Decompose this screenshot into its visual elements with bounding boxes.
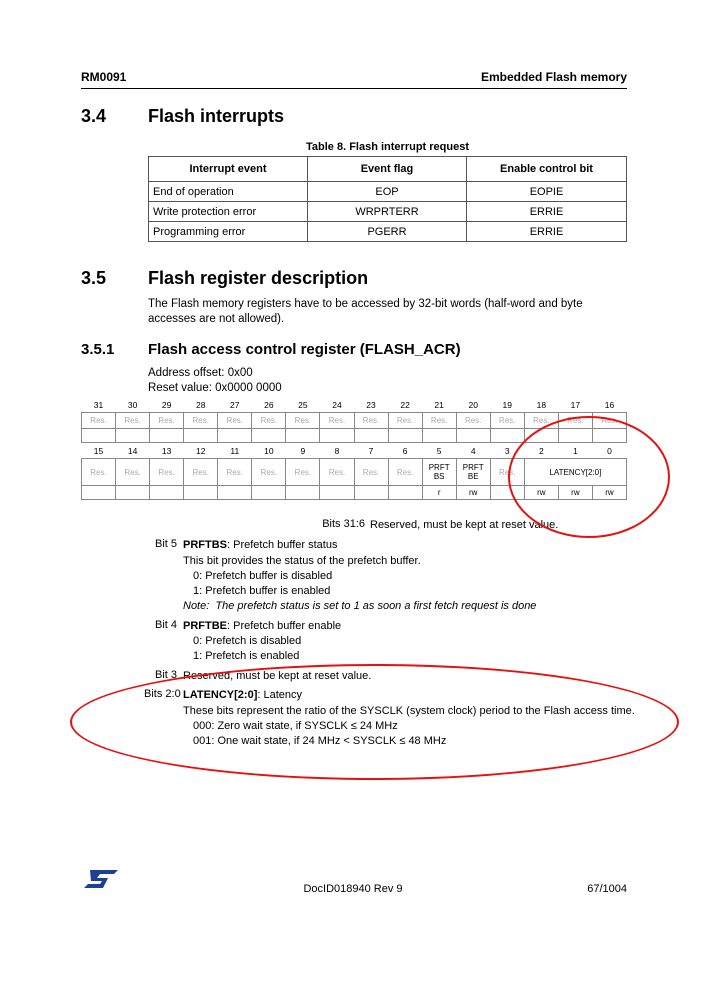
bit-number: 28 — [195, 399, 206, 410]
reserved-cell: Res. — [116, 413, 150, 429]
prftbs-part: BS — [433, 472, 445, 481]
bit-label: Bits 31:6 — [322, 518, 365, 530]
bit-text: These bits represent the ratio of the SYSCLK (system clock) period to the Flash access time. — [183, 705, 635, 717]
reserved-cell: Res. — [558, 413, 592, 429]
table-cell: Programming error — [149, 222, 308, 242]
bit-number: 0 — [607, 445, 612, 456]
table-row — [149, 182, 627, 202]
access-cell — [252, 429, 286, 443]
interrupt-table — [148, 156, 627, 242]
bit-text: 001: One wait state, if 24 MHz < SYSCLK ≤ 48 MHz — [193, 735, 447, 747]
bit-number: 8 — [334, 445, 340, 456]
access-cell — [388, 429, 422, 443]
bit-number: 17 — [570, 399, 581, 410]
bit-number: 16 — [604, 399, 615, 410]
reserved-cell: Res. — [252, 413, 286, 429]
bit-desc: : Prefetch buffer enable — [227, 620, 342, 632]
bit-number: 2 — [538, 445, 544, 456]
table-header-row — [149, 157, 627, 182]
prftbe-part: PRFT — [462, 463, 484, 472]
bit-heading — [183, 538, 337, 553]
reserved-cell: Res. — [524, 413, 558, 429]
access-cell — [286, 429, 320, 443]
table-row — [149, 222, 627, 242]
note-text: The prefetch status is set to 1 as soon a first fetch request is done — [215, 600, 537, 612]
access-cell — [320, 429, 354, 443]
note-label: Note: — [183, 600, 210, 612]
bit-number: 29 — [161, 399, 172, 410]
bit-number: 24 — [332, 399, 342, 410]
address-offset: Address offset: 0x00 — [148, 367, 253, 379]
table-cell: ERRIE — [467, 222, 627, 242]
header-rule — [81, 88, 627, 89]
reserved-cell: Res. — [388, 459, 422, 486]
table-cell: PGERR — [308, 222, 467, 242]
reserved-cell: Res. — [490, 459, 524, 486]
reserved-cell: Res. — [218, 413, 252, 429]
access-cell: rw — [558, 486, 592, 500]
reserved-cell: Res. — [456, 413, 490, 429]
reserved-cell: Res. — [184, 459, 218, 486]
reserved-cell: Res. — [218, 459, 252, 486]
reserved-cell: Res. — [354, 413, 388, 429]
subsection-title: Flash access control register (FLASH_ACR) — [148, 341, 461, 358]
paragraph-line: accesses are not allowed). — [148, 313, 285, 325]
bit-text: 000: Zero wait state, if SYSCLK ≤ 24 MHz — [193, 720, 398, 732]
bit-number: 10 — [264, 445, 274, 456]
bit-number: 31 — [93, 399, 104, 410]
latency-field: LATENCY[2:0] — [524, 459, 626, 486]
reserved-cell: Res. — [150, 413, 184, 429]
bit-text: 1: Prefetch is enabled — [193, 650, 300, 662]
reserved-cell: Res. — [592, 413, 626, 429]
access-cell: rw — [524, 486, 558, 500]
table-cell: EOP — [308, 182, 467, 202]
bit-number: 14 — [127, 445, 138, 456]
bit-number: 21 — [434, 399, 444, 410]
reserved-cell: Res. — [490, 413, 524, 429]
bit-name: PRFTBS — [183, 539, 227, 551]
reserved-cell: Res. — [422, 413, 456, 429]
access-cell — [150, 429, 184, 443]
bit-number: 9 — [300, 445, 306, 456]
bit-number: 23 — [366, 399, 376, 410]
bit-number: 3 — [504, 445, 510, 456]
access-cell — [82, 429, 116, 443]
bit-desc: : Prefetch buffer status — [227, 539, 338, 551]
footer-page-number: 67/1004 — [587, 883, 627, 895]
bit-label: Bits 2:0 — [144, 688, 181, 700]
bit-number: 13 — [161, 445, 172, 456]
subsection-number: 3.5.1 — [81, 341, 115, 358]
reserved-cell: Res. — [252, 459, 286, 486]
access-cell — [354, 429, 388, 443]
reserved-cell: Res. — [388, 413, 422, 429]
table-cell: EOPIE — [467, 182, 627, 202]
access-cell — [184, 429, 218, 443]
access-cell — [456, 429, 490, 443]
bit-number: 30 — [127, 399, 138, 410]
section-number: 3.4 — [81, 106, 107, 126]
bit-number: 20 — [468, 399, 478, 410]
table-cell: WRPRTERR — [308, 202, 467, 222]
prftbs-field — [422, 459, 456, 486]
annotation-ellipse — [70, 664, 679, 780]
header-chapter-title: Embedded Flash memory — [480, 70, 627, 84]
access-cell — [218, 429, 252, 443]
bit-number: 1 — [573, 445, 578, 456]
table-cell: ERRIE — [467, 202, 627, 222]
reset-value: Reset value: 0x0000 0000 — [148, 382, 282, 394]
column-header: Interrupt event — [149, 157, 308, 182]
access-cell: r — [422, 486, 456, 500]
bit-number: 4 — [470, 445, 476, 456]
table-row — [149, 202, 627, 222]
bit-number: 5 — [436, 445, 442, 456]
bit-name: LATENCY[2:0] — [183, 689, 258, 701]
prftbs-part: PRFT — [428, 463, 450, 472]
bit-text: Reserved, must be kept at reset value. — [370, 519, 559, 531]
bit-label: Bit 3 — [155, 669, 178, 681]
bit-number: 19 — [502, 399, 513, 410]
section-title: Flash interrupts — [148, 106, 285, 126]
paragraph-line: The Flash memory registers have to be accessed by 32-bit words (half-word and byte — [148, 298, 583, 310]
reserved-cell: Res. — [184, 413, 218, 429]
bit-number: 15 — [93, 445, 104, 456]
bit-number: 6 — [402, 445, 408, 456]
prftbe-part: BE — [467, 472, 479, 481]
section-number: 3.5 — [81, 268, 107, 288]
access-cell — [422, 429, 456, 443]
table-cell: Write protection error — [149, 202, 308, 222]
prftbe-field — [456, 459, 490, 486]
annotation-circle — [508, 416, 670, 538]
footer-doc-id: DocID018940 Rev 9 — [303, 883, 403, 895]
bit-heading — [183, 619, 341, 634]
bit-number: 12 — [195, 445, 206, 456]
access-cell: rw — [592, 486, 626, 500]
column-header: Enable control bit — [467, 157, 627, 182]
reserved-cell: Res. — [354, 459, 388, 486]
reserved-cell: Res. — [286, 413, 320, 429]
column-header: Event flag — [308, 157, 467, 182]
reserved-cell: Res. — [116, 459, 150, 486]
bit-number: 22 — [400, 399, 410, 410]
table-caption: Table 8. Flash interrupt request — [306, 141, 469, 153]
bit-label: Bit 4 — [155, 619, 178, 631]
bit-number: 27 — [230, 399, 240, 410]
header-doc-id: RM0091 — [81, 70, 127, 84]
table-cell: End of operation — [149, 182, 308, 202]
bit-number: 25 — [298, 399, 308, 410]
reserved-cell: Res. — [150, 459, 184, 486]
access-cell: rw — [456, 486, 490, 500]
bit-number: 11 — [230, 445, 240, 456]
bit-text: Reserved, must be kept at reset value. — [183, 670, 372, 682]
bit-number: 26 — [264, 399, 274, 410]
bit-label: Bit 5 — [155, 538, 178, 550]
bit-text: 0: Prefetch is disabled — [193, 635, 302, 647]
bit-desc: : Latency — [257, 689, 302, 701]
access-cell — [490, 429, 524, 443]
reserved-cell: Res. — [286, 459, 320, 486]
bit-text: 1: Prefetch buffer is enabled — [193, 585, 331, 597]
section-title: Flash register description — [148, 268, 369, 288]
bit-number-row — [82, 398, 627, 413]
reserved-cell: Res. — [82, 459, 116, 486]
reserved-cell: Res. — [82, 413, 116, 429]
bit-number: 7 — [368, 445, 374, 456]
reserved-cell: Res. — [320, 459, 354, 486]
bit-number: 18 — [536, 399, 547, 410]
bit-text: This bit provides the status of the prefetch buffer. — [183, 555, 421, 567]
bit-name: PRFTBE — [183, 620, 227, 632]
note — [183, 599, 536, 614]
reserved-cell: Res. — [320, 413, 354, 429]
access-cell — [116, 429, 150, 443]
bit-text: 0: Prefetch buffer is disabled — [193, 570, 333, 582]
